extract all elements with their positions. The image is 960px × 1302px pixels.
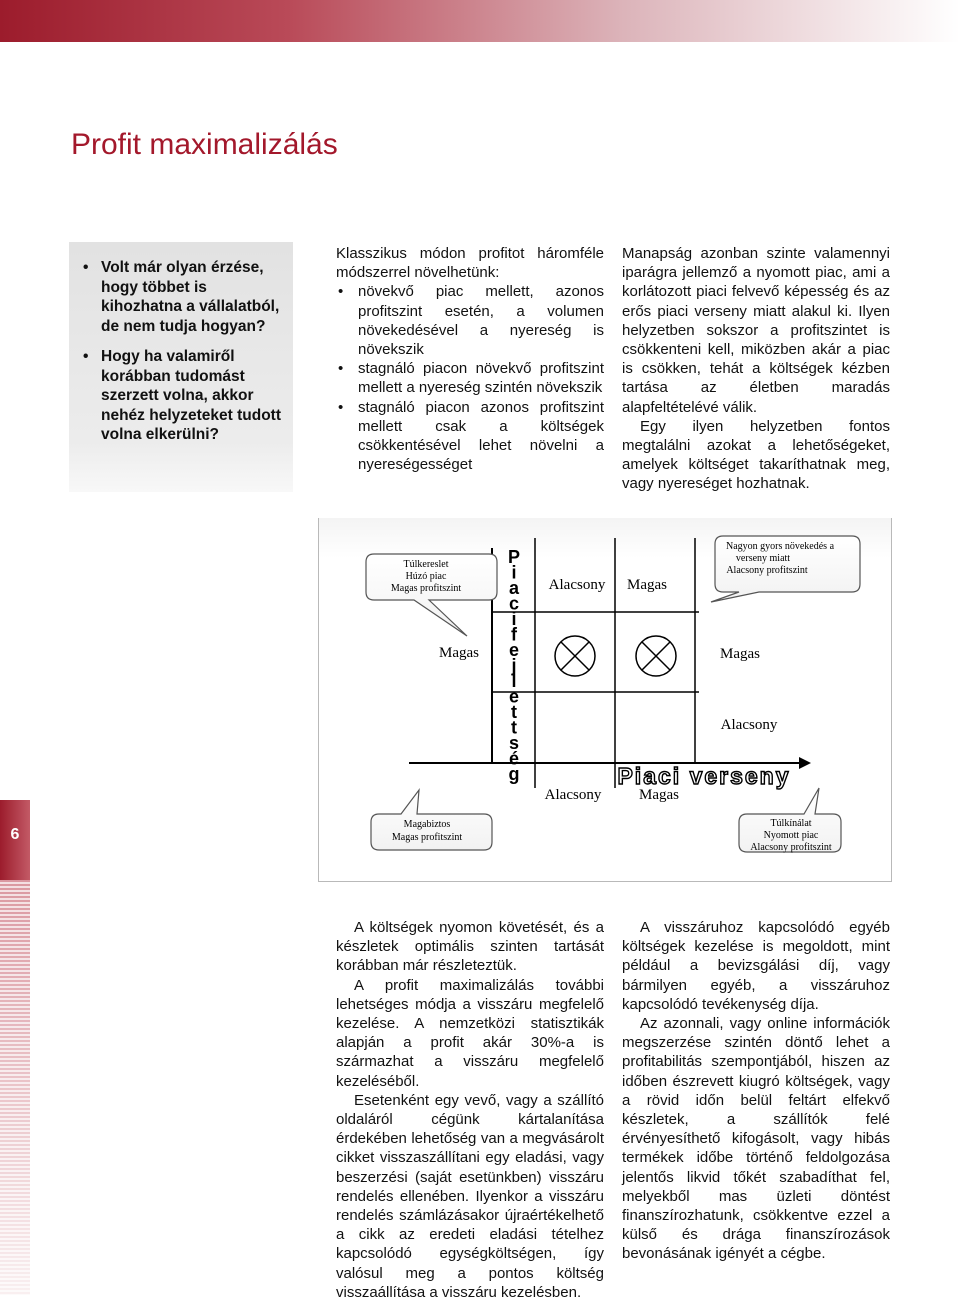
decorative-stripes [0, 880, 30, 1295]
method-item: • stagnáló piacon növekvő profitszint mellett a nyereség szintén növekszik [336, 359, 604, 397]
callout-line: Magas profitszint [390, 583, 462, 594]
y-axis-letter: é [508, 748, 520, 769]
y-axis-letter: j [511, 655, 517, 676]
y-axis-letter: e [508, 640, 520, 660]
right-axis-label: Magas [720, 646, 760, 662]
y-axis-letter: l [511, 671, 517, 691]
sidebar-question: • Hogy ha valamiről korábban tudomást szerzett volna, akkor nehéz helyzeteket tudott volna elkerülni? [83, 347, 285, 445]
x-axis-label: Piaci verseny [617, 763, 791, 789]
sidebar-question-list [69, 242, 293, 445]
sidebar-question: • Volt már olyan érzése, hogy többet is kihozhatna a vállalatból, de nem tudja hogyan? [83, 258, 285, 336]
callout-top-left [366, 554, 497, 636]
method-item: • növekvő piac mellett, azonos profitszint esetén, a volumen növekedésével a nyereség is növekszik [336, 282, 604, 359]
crossed-circle-icon [555, 636, 595, 676]
y-axis-letter: e [508, 686, 520, 707]
crossed-circle-icon [636, 636, 676, 676]
callout-line: Túlkínálat [770, 818, 812, 829]
matrix-svg [319, 518, 891, 881]
paragraph: A profit maximalizálás további lehetséges módja a visszáru megfelelő kezelése. A nemzetközi statisztikák alapján a profit akár 30%-a is származhat a visszáru megfelelő kezeléséből. [336, 976, 604, 1090]
right-axis-label: Alacsony [720, 717, 778, 733]
y-axis-letter: c [508, 593, 520, 614]
callout-line: Nyomott piac [763, 830, 819, 841]
paragraph: Egy ilyen helyzetben fontos megtalálni azokat a lehetőségeket, amelyek költséget takaríthatnak meg, vagy nyereséget hozhatnak. [622, 417, 890, 493]
methods-list [336, 282, 604, 474]
market-matrix-diagram [318, 518, 892, 882]
paragraph: A visszáruhoz kapcsolódó egyéb költségek kezelése is megoldott, mint például a bevizsgálási díj, vagy bármilyen egyéb, a visszáruhoz kapcsolódó tevékenység díja. [622, 919, 890, 1013]
paragraph: Az azonnali, vagy online információk megszerzése szintén döntő lehet a profitabilitás szempontjából, hiszen az időben észrevett kiugró költségek, vagy a rövid időn belül feltárt elfekvő készletek, a szállítók felé érvényesíthető kifogásolt, vagy hibás termékek időbe történő feldolgozása jelentős likvid tőkét szabadíthat fel, melyekből mas üzleti döntést finanszírozhatunk, csökkentve ezzel a külső és drága finanszírozások bevonásának igényét a cégbe. [622, 1015, 890, 1263]
left-axis-label: Magas [439, 645, 479, 661]
callout-line: Magas profitszint [391, 832, 463, 843]
top-color-band [0, 0, 960, 42]
page-number: 6 [10, 826, 20, 843]
bottom-axis-label: Magas [639, 787, 679, 803]
callout-bottom-left [371, 790, 492, 850]
column-returns-right [622, 918, 890, 1264]
callout-line: Alacsony profitszint [750, 842, 832, 853]
top-row-label: Alacsony [548, 577, 606, 593]
sidebar-question-box [69, 242, 293, 492]
y-axis-letter: i [511, 609, 517, 629]
column-intro-methods [336, 244, 604, 474]
x-axis-arrowhead [799, 757, 811, 769]
y-axis-letter: f [511, 624, 517, 645]
y-axis-letter: t [511, 717, 517, 738]
paragraph: Esetenként egy vevő, vagy a szállító oldaláról cégünk kártalanítása érdekében lehetőség van a megvásárolt cikket visszaszállítani egy eladási, vagy beszerzési (saját esetünkben) visszáru rendelés ellenében. Ilyenkor a visszáru rendelés számlázásakor újraértékelhető a cikk az eredeti eladási tételhez kapcsolódó egységköltségen, így valósul meg a pontos költség visszaállítása a visszáru kezelésben. [336, 1091, 604, 1301]
paragraph: A költségek nyomon követését, és a készletek optimális szinten tartását korábban már részleteztük. [336, 919, 604, 975]
column-market-context [622, 244, 890, 494]
methods-intro: Klasszikus módon profitot háromféle módszerrel növelhetünk: [336, 245, 604, 282]
y-axis-letter: g [508, 764, 520, 784]
paragraph: Manapság azonban szinte valamennyi iparágra jellemző a nyomott piac, ami a korlátozott piaci felvevő képesség és az erős piaci verseny miatt alakul ki. Ilyen helyzetben sokszor a profitszintet is csökkenteni kell, miközben akár a piac is csökken, tehát a költségek kézben tartása az életben maradás alapfeltételévé válik. [622, 245, 890, 416]
y-axis-letter: t [511, 702, 517, 722]
y-axis-letter: s [508, 733, 520, 753]
callout-line: verseny miatt [735, 553, 791, 564]
y-axis-letter: a [508, 578, 520, 598]
method-item: • stagnáló piacon azonos profitszint mellett csak a költségek csökkentésével lehet növelni a nyereségességet [336, 398, 604, 475]
callout-top-right [711, 536, 860, 602]
top-row-label: Magas [627, 577, 667, 593]
callout-bottom-right [739, 788, 841, 853]
y-axis-label [508, 547, 520, 784]
y-axis-letter: i [511, 562, 517, 583]
bottom-axis-label: Alacsony [544, 787, 602, 803]
callout-line: Alacsony profitszint [726, 565, 808, 576]
callout-line: Túlkereslet [403, 559, 449, 570]
page-title: Profit maximalizálás [71, 128, 338, 161]
callout-line: Húzó piac [405, 571, 447, 582]
callout-line: Nagyon gyors növekedés a [725, 541, 835, 552]
callout-line: Magabiztos [403, 819, 451, 830]
y-axis-letter: P [507, 547, 521, 567]
column-returns-left [336, 918, 604, 1302]
